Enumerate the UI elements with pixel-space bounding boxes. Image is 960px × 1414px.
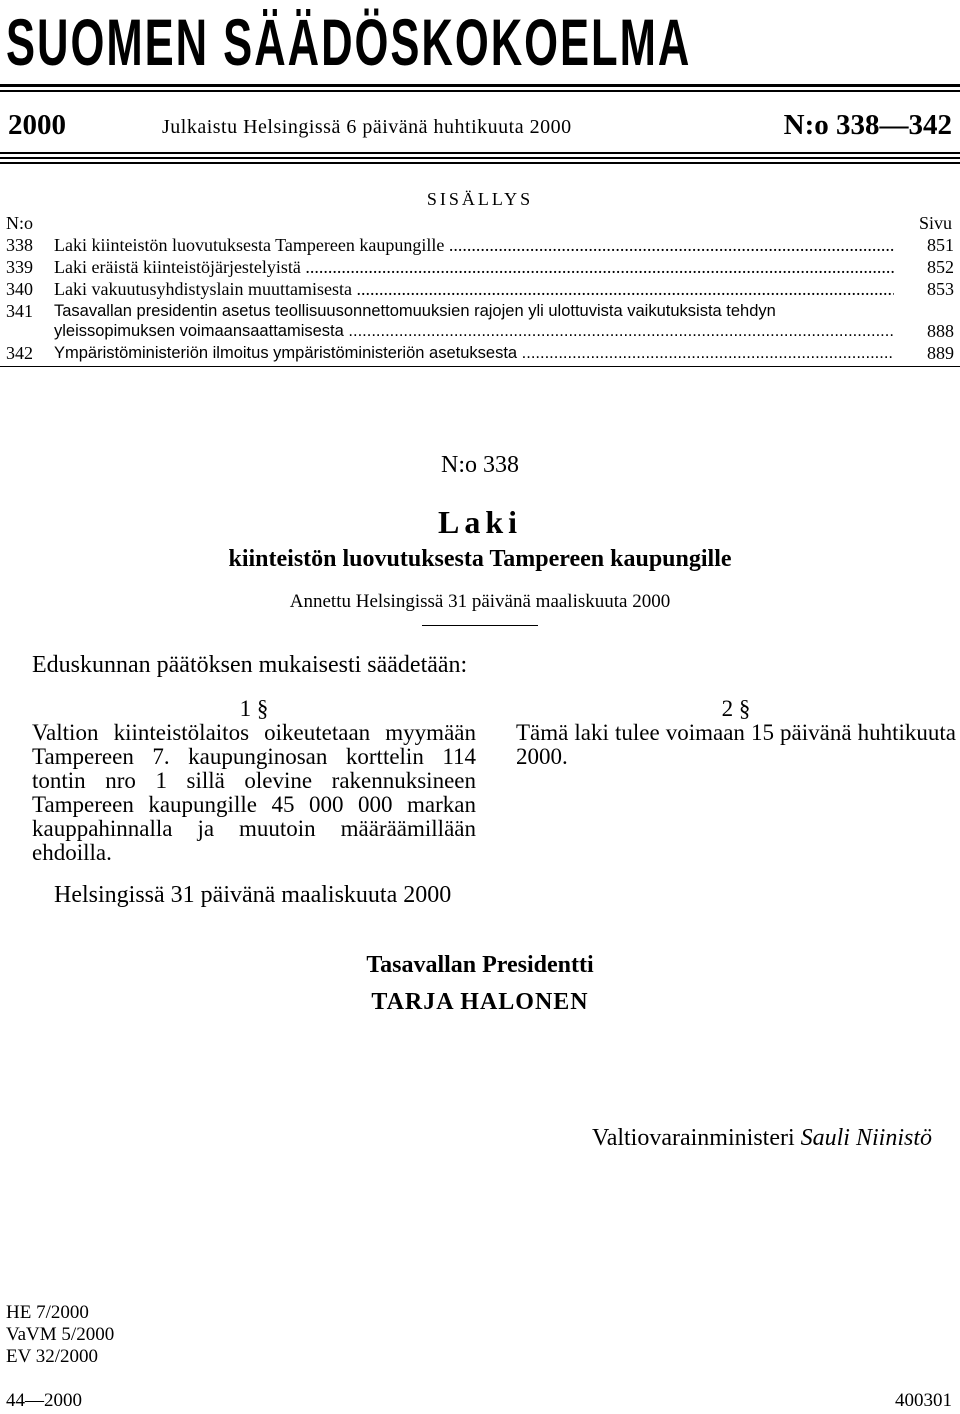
issue-number-range: N:o 338—342 [783, 109, 952, 141]
toc-title: SISÄLLYS [426, 189, 534, 209]
header-rule [0, 152, 960, 154]
act-given-date: Annettu Helsingissä 31 päivänä maaliskuuta 2000 [289, 591, 671, 612]
header-rule [0, 157, 960, 159]
act-type: Laki [437, 504, 523, 540]
masthead-rule-thin [0, 90, 960, 92]
issue-year: 2000 [8, 109, 66, 141]
president-title: Tasavallan Presidentti [366, 952, 594, 978]
toc-entry[interactable] [6, 300, 954, 322]
toc-entry-page: 851 [927, 235, 954, 255]
masthead-rule [0, 84, 960, 87]
footer-print-code: 400301 [895, 1390, 952, 1411]
toc-entry-number: 342 [6, 343, 33, 363]
footer-issue-code: 44—2000 [6, 1390, 82, 1411]
separator-rule [422, 625, 538, 626]
signing-place-date: Helsingissä 31 päivänä maaliskuuta 2000 [54, 882, 452, 908]
toc-entry[interactable] [6, 342, 954, 364]
reference: EV 32/2000 [6, 1346, 99, 1367]
toc-entry-title: Laki vakuutusyhdistyslain muuttamisesta ..... [54, 278, 894, 300]
toc-column-page: Sivu [918, 213, 952, 233]
act-title: kiinteistön luovutuksesta Tampereen kaupungille [228, 546, 732, 572]
toc-entry-page: 852 [927, 257, 954, 277]
toc-entry[interactable] [6, 234, 954, 256]
toc-entry-number: 341 [6, 301, 33, 321]
toc-entry-title: Laki eräistä kiinteistöjärjestelyistä ..... [54, 256, 894, 278]
section-text: Valtion kiinteistölaitos oikeutetaan myymään Tampereen 7. kaupunginosan korttelin 114 tontin nro 1 sillä olevine rakennuksineen Tampereen kaupungille 45 000 000 markan kauppahinnalla ja muutoin määräämillään ehdoilla. [32, 720, 476, 865]
toc-entry-page: 853 [927, 279, 954, 299]
section-label: 2 § [721, 696, 751, 721]
toc-entry-page: 888 [927, 321, 954, 341]
section-2 [516, 697, 956, 769]
masthead-title: SUOMEN SÄÄDÖSKOKOELMA [6, 5, 692, 79]
toc-entry[interactable] [6, 278, 954, 300]
toc-entry-title: Laki kiinteistön luovutuksesta Tampereen kaupungille ..... [54, 234, 894, 256]
toc-bottom-rule [0, 366, 960, 367]
reference: VaVM 5/2000 [6, 1324, 115, 1345]
president-name: TARJA HALONEN [371, 989, 589, 1015]
toc-column-number: N:o [6, 213, 33, 233]
toc-entry-page: 889 [927, 343, 954, 363]
section-1 [32, 697, 476, 865]
header-rule [0, 162, 960, 164]
toc-entry-continuation[interactable] [6, 320, 954, 342]
minister-signature [592, 1123, 932, 1153]
toc-entry[interactable] [6, 256, 954, 278]
reference: HE 7/2000 [6, 1302, 89, 1323]
toc-entry-number: 339 [6, 257, 33, 277]
act-number: N:o 338 [441, 452, 519, 478]
toc-entry-number: 340 [6, 279, 33, 299]
minister-title: Valtiovarainministeri [592, 1125, 795, 1151]
toc-entry-title-continued: yleissopimuksen voimaansaattamisesta ..... [54, 320, 894, 342]
section-label: 1 § [239, 696, 269, 721]
enactment-clause: Eduskunnan päätöksen mukaisesti säädetään: [32, 652, 468, 678]
section-text: Tämä laki tulee voimaan 15 päivänä huhtikuuta 2000. [516, 720, 956, 769]
minister-name: Sauli Niinistö [800, 1125, 932, 1151]
toc-entry-number: 338 [6, 235, 33, 255]
toc-entry-title: Tasavallan presidentin asetus teollisuusonnettomuuksien rajojen yli ulottuvista vaikutuksista tehdyn [54, 302, 776, 320]
legislative-references [6, 1302, 114, 1368]
toc-entry-title: Ympäristöministeriön ilmoitus ympäristöministeriön asetuksesta ..... [54, 342, 894, 364]
publication-info: Julkaistu Helsingissä 6 päivänä huhtikuuta 2000 [162, 116, 572, 138]
